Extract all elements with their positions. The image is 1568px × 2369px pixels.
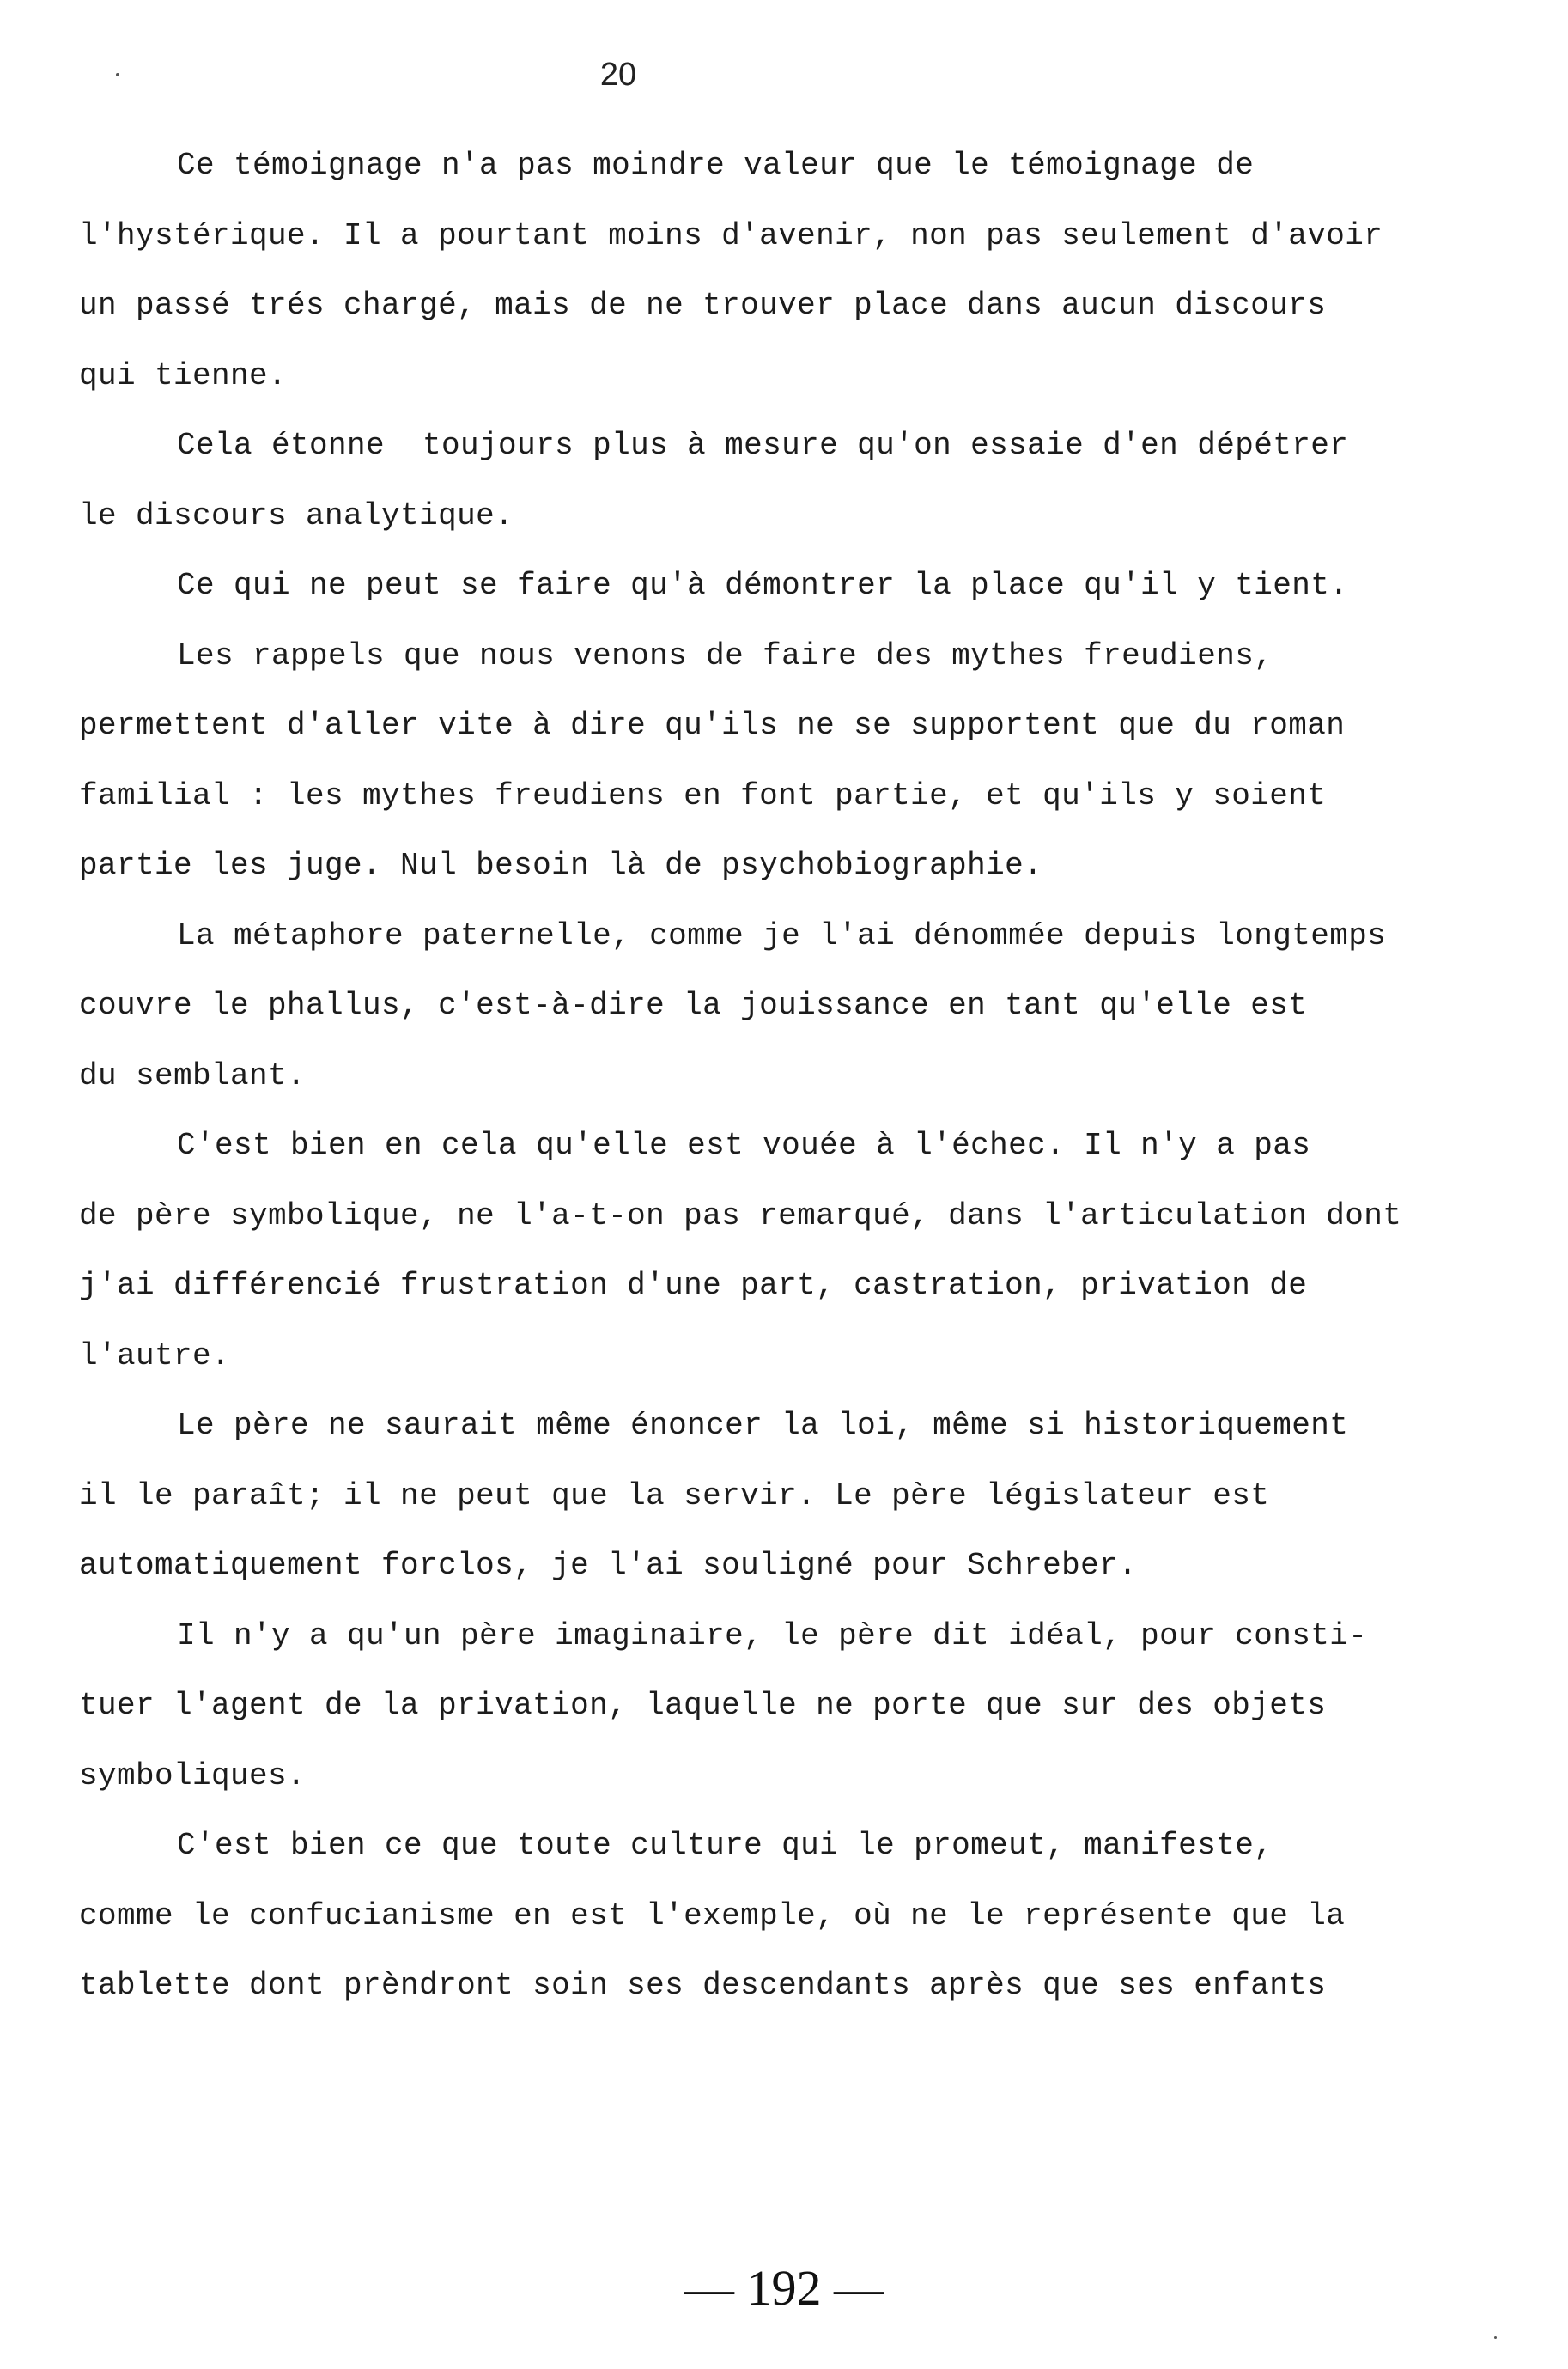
scan-speck bbox=[116, 73, 119, 76]
text-line: du semblant. bbox=[79, 1057, 307, 1093]
text-line: comme le confucianisme en est l'exemple, où ne le représente que la bbox=[79, 1897, 1346, 1934]
text-line: tuer l'agent de la privation, laquelle ne porte que sur des objets bbox=[79, 1688, 1327, 1723]
text-line: automatiquement forclos, je l'ai souligné pour Schreber. bbox=[79, 1548, 1138, 1583]
text-line: Le père ne saurait même énoncer la loi, même si historiquement bbox=[177, 1408, 1349, 1443]
top-page-number: 20 bbox=[599, 57, 637, 93]
text-line: le discours analytique. bbox=[79, 497, 514, 533]
text-line: Cela étonne toujours plus à mesure qu'on essaie d'en dépétrer bbox=[177, 428, 1349, 463]
text-line: symboliques. bbox=[79, 1757, 307, 1793]
text-line: il le paraît; il ne peut que la servir. Le père législateur est bbox=[79, 1477, 1270, 1513]
text-line: La métaphore paternelle, comme je l'ai dénommée depuis longtemps bbox=[177, 917, 1387, 953]
text-line: qui tienne. bbox=[79, 357, 288, 393]
text-line: partie les juge. Nul besoin là de psychobiographie. bbox=[79, 848, 1043, 883]
scan-speck bbox=[1494, 2336, 1497, 2339]
body-text bbox=[79, 131, 1504, 2021]
text-line: permettent d'aller vite à dire qu'ils ne se supportent que du roman bbox=[79, 708, 1346, 743]
text-line: C'est bien en cela qu'elle est vouée à l'échec. Il n'y a pas bbox=[177, 1128, 1311, 1163]
text-line: familial : les mythes freudiens en font partie, et qu'ils y soient bbox=[79, 777, 1327, 813]
text-line: un passé trés chargé, mais de ne trouver place dans aucun discours bbox=[79, 288, 1327, 323]
text-line: Ce témoignage n'a pas moindre valeur que le témoignage de bbox=[177, 148, 1255, 183]
text-line: Il n'y a qu'un père imaginaire, le père dit idéal, pour consti- bbox=[177, 1617, 1368, 1653]
text-line: tablette dont prèndront soin ses descendants après que ses enfants bbox=[79, 1968, 1327, 2003]
text-line: l'hystérique. Il a pourtant moins d'avenir, non pas seulement d'avoir bbox=[79, 217, 1383, 253]
text-line: Ce qui ne peut se faire qu'à démontrer la place qu'il y tient. bbox=[177, 568, 1349, 603]
text-line: couvre le phallus, c'est-à-dire la jouissance en tant qu'elle est bbox=[79, 988, 1308, 1023]
footer-page-number: — 192 — bbox=[684, 2260, 884, 2316]
text-line: l'autre. bbox=[79, 1337, 231, 1373]
text-line: Les rappels que nous venons de faire des mythes freudiens, bbox=[177, 637, 1273, 673]
text-line: de père symbolique, ne l'a-t-on pas remarqué, dans l'articulation dont bbox=[79, 1197, 1402, 1233]
text-line: j'ai différencié frustration d'une part, castration, privation de bbox=[79, 1268, 1308, 1303]
text-line: C'est bien ce que toute culture qui le promeut, manifeste, bbox=[177, 1828, 1273, 1863]
